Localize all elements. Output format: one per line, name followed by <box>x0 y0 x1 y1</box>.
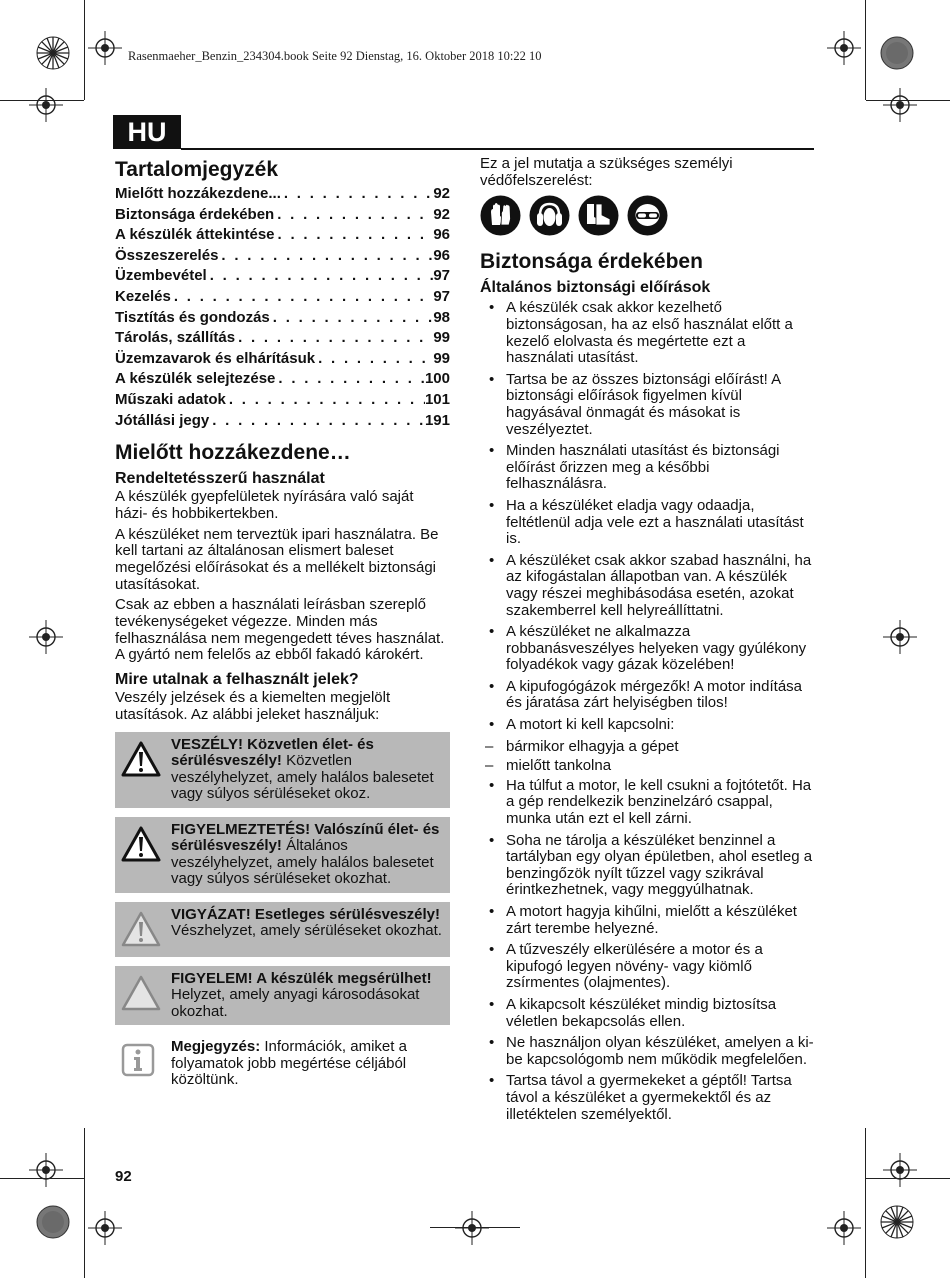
toc-item-page: 99 <box>433 349 450 367</box>
toc-item-label: Biztonsága érdekében <box>115 205 275 223</box>
signal-box-text <box>171 822 444 888</box>
toc-leader <box>218 246 433 267</box>
gray-dot-mark-bottom-left <box>36 1205 70 1239</box>
symbols-heading: Mire utalnak a felhasznált jelek? <box>115 671 359 689</box>
crosshair-mark <box>827 31 861 65</box>
list-item: • A tűzveszély elkerülésére a motor és a kipufogó legyen növény- vagy kiömlő zsírmentes (olajmentes). <box>480 942 814 992</box>
toc-item-label: Összeszerelés <box>115 246 219 264</box>
list-item: • A motort hagyja kihűlni, mielőtt a készüléket zárt terembe helyezné. <box>480 904 814 937</box>
signal-box <box>115 732 450 808</box>
boots-icon <box>578 195 619 236</box>
toc-item-label: Műszaki adatok <box>115 390 226 408</box>
gloves-icon <box>480 195 521 236</box>
toc-leader <box>207 266 434 287</box>
crosshair-mark <box>455 1211 489 1245</box>
intended-use-heading: Rendeltetésszerű használat <box>115 470 325 488</box>
crosshair-mark <box>88 31 122 65</box>
goggles-icon <box>627 195 668 236</box>
toc-item <box>115 308 450 329</box>
toc-item-page: 101 <box>424 390 450 408</box>
toc-title: Tartalomjegyzék <box>115 158 279 181</box>
crosshair-mark <box>29 1153 63 1187</box>
info-icon <box>121 1039 165 1089</box>
list-item: • A készülék csak akkor kezelhető biztonságosan, ha az első használat előtt a kezelő elolvasta és megértette ezt a használati utasítást. <box>480 300 814 366</box>
list-item: • Soha ne tárolja a készüléket benzinnel a tartályban egy olyan épületben, ahol esetleg a benzingőzök nyílt tűzzel vagy szikrával érintkezhetnek, vagy meggyúlhatnak. <box>480 833 814 899</box>
toc-item-label: Jótállási jegy <box>115 411 210 429</box>
danger-warning-icon <box>121 737 165 803</box>
toc-item <box>115 369 450 390</box>
toc-leader <box>281 184 433 205</box>
left-column <box>115 156 450 1103</box>
signal-box <box>115 1034 450 1094</box>
list-item: • Ha túlfut a motor, le kell csukni a fojtótetőt. Ha a gép rendelkezik benzinelzáró csappal, munka után ezt el kell zárni. <box>480 778 814 828</box>
toc-item-label: Üzemzavarok és elhárításuk <box>115 349 316 367</box>
toc-leader <box>226 390 425 411</box>
toc-item-page: 96 <box>433 246 450 264</box>
toc-leader <box>235 328 433 349</box>
toc-leader <box>171 287 433 308</box>
toc-leader <box>275 369 425 390</box>
signal-box-text <box>171 737 444 803</box>
signal-word: VESZÉLY! Közvetlen élet- és sérülésveszély! <box>171 735 374 770</box>
crosshair-mark <box>29 88 63 122</box>
toc-item-page: 100 <box>424 370 450 388</box>
toc-item <box>115 411 450 432</box>
toc-item <box>115 225 450 246</box>
toc-item <box>115 349 450 370</box>
crosshair-mark <box>883 88 917 122</box>
header-rule <box>181 148 814 150</box>
list-item: • Ne használjon olyan készüléket, amelyen a ki-be kapcsológomb nem működik megfelelően. <box>480 1035 814 1068</box>
crosshair-mark <box>883 1153 917 1187</box>
list-item: • Tartsa távol a gyermekeket a géptől! Tartsa távol a készüléket a gyermekektől és az illetéktelen személyektől. <box>480 1073 814 1123</box>
language-tab: HU <box>113 115 181 149</box>
safety-list <box>480 300 814 1123</box>
paragraph: A készülék gyepfelületek nyírására való saját házi- és hobbikertekben. <box>115 488 414 522</box>
sub-list-item: – bármikor elhagyja a gépet <box>480 739 814 756</box>
starburst-mark-top-left <box>36 36 70 70</box>
toc-leader <box>274 205 433 226</box>
toc-item <box>115 205 450 226</box>
table-of-contents <box>115 184 450 431</box>
signal-word: FIGYELEM! A készülék megsérülhet! <box>171 969 432 987</box>
list-item: • A kipufogógázok mérgezők! A motor indítása és járatása zárt helyiségben tilos! <box>480 679 814 712</box>
notice-icon <box>121 971 165 1021</box>
paragraph: A készüléket nem terveztük ipari használatra. Be kell tartani az általánosan elismert baleset megelőzési előírásokat és a mellékelt biztonsági utasításokat. <box>115 525 439 593</box>
toc-leader <box>275 225 434 246</box>
sub-list-item: – mielőtt tankolna <box>480 758 814 775</box>
crosshair-mark <box>29 620 63 654</box>
general-safety-heading: Általános biztonsági előírások <box>480 279 711 297</box>
paragraph: Veszély jelzések és a kiemelten megjelölt utasítások. Az alábbi jeleket használjuk: <box>115 689 391 723</box>
toc-item <box>115 184 450 205</box>
ear-protection-icon <box>529 195 570 236</box>
print-header: Rasenmaeher_Benzin_234304.book Seite 92 Dienstag, 16. Oktober 2018 10:22 10 <box>128 49 542 63</box>
signal-word: Megjegyzés: <box>171 1038 261 1056</box>
signal-word-boxes <box>115 732 450 1094</box>
toc-item <box>115 287 450 308</box>
toc-item-page: 97 <box>433 287 450 305</box>
signal-word: FIGYELMEZTETÉS! Valószínű élet- és sérülésveszély! <box>171 820 440 855</box>
signal-box-text <box>171 907 444 952</box>
list-item: • Minden használati utasítást és biztonsági előírást őrizzen meg a későbbi felhasználásra. <box>480 443 814 493</box>
ppe-icons <box>480 195 814 236</box>
toc-item-label: A készülék selejtezése <box>115 370 276 388</box>
crosshair-mark <box>827 1211 861 1245</box>
paragraph: Csak az ebben a használati leírásban szereplő tevékenységeket végezze. Minden más felhasználása nem megengedett téves használat. A gyártó nem felelős az ebből fakadó károkért. <box>115 596 445 664</box>
toc-item-page: 191 <box>424 411 450 429</box>
page-number: 92 <box>115 1168 132 1185</box>
signal-description: Vészhelyzet, amely sérüléseket okozhat. <box>171 922 442 940</box>
signal-word: VIGYÁZAT! Esetleges sérülésveszély! <box>171 905 441 923</box>
list-item: • A kikapcsolt készüléket mindig biztosítsa véletlen bekapcsolás ellen. <box>480 997 814 1030</box>
list-item: • A készüléket ne alkalmazza robbanásveszélyes helyeken vagy gyúlékony folyadékok vagy gázak közelében! <box>480 624 814 674</box>
toc-item <box>115 328 450 349</box>
toc-item <box>115 390 450 411</box>
signal-description: Általános veszélyhelyzet, amely halálos balesetet vagy súlyos sérüléseket okozhat. <box>171 837 434 888</box>
signal-description: Helyzet, amely anyagi károsodásokat okozhat. <box>171 986 420 1020</box>
signal-box <box>115 902 450 957</box>
signal-box <box>115 817 450 893</box>
toc-item-label: Tisztítás és gondozás <box>115 308 270 326</box>
toc-item-label: Kezelés <box>115 287 171 305</box>
toc-item-page: 92 <box>433 205 450 223</box>
gray-dot-mark-top-right <box>880 36 914 70</box>
safety-title: Biztonsága érdekében <box>480 250 703 274</box>
toc-item-label: A készülék áttekintése <box>115 226 275 244</box>
crosshair-mark <box>883 620 917 654</box>
crosshair-mark <box>88 1211 122 1245</box>
toc-leader <box>315 349 433 370</box>
right-column <box>480 156 814 1128</box>
warning-icon <box>121 822 165 888</box>
toc-item-page: 92 <box>433 185 450 202</box>
signal-description: Közvetlen veszélyhelyzet, amely halálos balesetet vagy súlyos sérüléseket okoz. <box>171 752 434 803</box>
toc-item <box>115 246 450 267</box>
starburst-mark-bottom-right <box>880 1205 914 1239</box>
before-title: Mielőtt hozzákezdene… <box>115 441 351 465</box>
signal-box <box>115 966 450 1026</box>
toc-item-page: 96 <box>433 226 450 244</box>
list-item: • A motort ki kell kapcsolni: <box>480 717 814 734</box>
toc-leader <box>270 308 434 329</box>
signal-description: Információk, amiket a folyamatok jobb megértése céljából közöltünk. <box>171 1038 407 1089</box>
list-item: • Ha a készüléket eladja vagy odaadja, feltétlenül adja vele ezt a használati utasítást is. <box>480 498 814 548</box>
toc-item <box>115 266 450 287</box>
toc-item-page: 97 <box>433 267 450 285</box>
toc-item-label: Mielőtt hozzákezdene... <box>115 185 281 202</box>
list-item: • A készüléket csak akkor szabad használni, ha az kifogástalan állapotban van. A készülék vagy részei meghibásodása esetén, azokat szakemberrel kell helyreállíttatni. <box>480 553 814 619</box>
toc-item-page: 99 <box>433 329 450 347</box>
caution-icon <box>121 907 165 952</box>
toc-item-label: Üzembevétel <box>115 267 207 285</box>
signal-box-text <box>171 1039 444 1089</box>
toc-item-label: Tárolás, szállítás <box>115 329 236 347</box>
signal-box-text <box>171 971 444 1021</box>
list-item: • Tartsa be az összes biztonsági előírást! A biztonsági előírások figyelmen kívül hagyásával önmagát és másokat is veszélyeztet. <box>480 372 814 438</box>
toc-leader <box>209 411 425 432</box>
ppe-intro: Ez a jel mutatja a szükséges személyi védőfelszerelést: <box>480 155 733 189</box>
toc-item-page: 98 <box>433 308 450 326</box>
